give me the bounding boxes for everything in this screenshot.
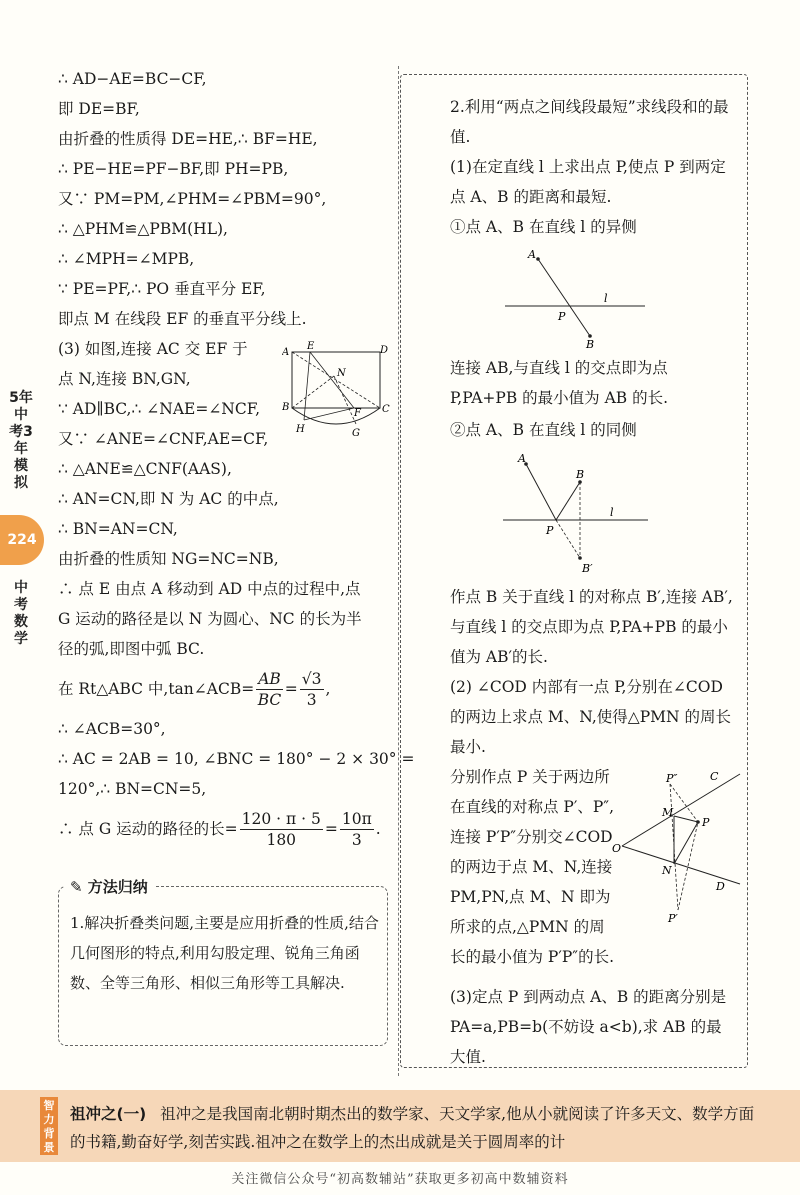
solution-line: 由折叠的性质得 DE=HE,∴ BF=HE,	[58, 130, 318, 148]
fig-label: B	[282, 402, 290, 413]
fold-figure	[282, 340, 392, 440]
solution-line: 径的弧,即图中弧 BC.	[58, 640, 205, 658]
angle-figure	[612, 764, 744, 924]
tan-formula: 在 Rt△ABC 中,tan∠ACB= $\frac{AB}{BC}$ = $\frac{√3}{3}$ ,	[58, 669, 331, 709]
footer-title: 祖冲之(一)	[70, 1105, 147, 1123]
fig-label: P	[546, 524, 554, 537]
solution-line: ∴ 点 E 由点 A 移动到 AD 中点的过程中,点	[58, 580, 361, 598]
fig-label: D	[716, 880, 725, 893]
part3-text: (3)定点 P 到两动点 A、B 的距离分别是 PA=a,PB=b(不妨设 a<b),求 AB 的最大值.	[450, 988, 727, 1066]
case2-text: 作点 B 关于直线 l 的对称点 B′,连接 AB′,与直线 l 的交点即为点 P,PA+PB 的最小值为 AB′的长.	[450, 588, 733, 666]
fig-label: P′	[668, 912, 678, 924]
fig-label: O	[612, 842, 622, 855]
solution-line: ∴ △PHM≌△PBM(HL),	[58, 220, 228, 238]
fig-label: F	[354, 408, 361, 419]
part1-text: (1)在定直线 l 上求出点 P,使点 P 到两定点 A、B 的距离和最短.	[450, 158, 726, 206]
solution-line: 又∵ ∠ANE=∠CNF,AE=CF,	[58, 430, 269, 448]
solution-column	[58, 64, 415, 854]
fig-label: l	[610, 506, 614, 519]
page-number: 224	[0, 515, 44, 565]
fig-label: A	[518, 452, 526, 465]
solution-line: 120°,∴ BN=CN=5,	[58, 780, 207, 798]
footer-text: 祖冲之(一) 祖冲之是我国南北朝时期杰出的数学家、天文学家,他从小就阅读了许多天文、数学方面的书籍,勤奋好学,刻苦实践.祖冲之在数学上的杰出成就是关于圆周率的计	[70, 1105, 755, 1151]
fig-label: P	[558, 310, 566, 323]
method-summary-body: 1.解决折叠类问题,主要是应用折叠的性质,结合几何图形的特点,利用勾股定理、锐角三角函数、全等三角形、相似三角形等工具解决.	[70, 914, 379, 992]
solution-line: ∴ AD−AE=BC−CF,	[58, 70, 207, 88]
solution-line: (3) 如图,连接 AC 交 EF 于	[58, 340, 248, 358]
case1-text: 连接 AB,与直线 l 的交点即为点 P,PA+PB 的最小值为 AB 的长.	[450, 359, 669, 407]
fig-label: N	[337, 368, 346, 379]
fig-label: l	[604, 292, 608, 305]
fig-label: D	[380, 345, 389, 356]
opposite-side-figure	[500, 244, 650, 349]
fig-label: E	[307, 341, 315, 352]
solution-line: ∴ PE−HE=PF−BF,即 PH=PB,	[58, 160, 289, 178]
method-summary-title: ✎ 方法归纳	[64, 876, 154, 897]
part2-explanation: 分别作点 P 关于两边所在直线的对称点 P′、P″,连接 P′P″分别交∠COD 的两边于点 M、N,连接 PM,PN,点 M、N 即为所求的点,△PMN 的周长的最小值为 P′P″的长.	[450, 768, 615, 966]
fig-label: B	[586, 338, 595, 349]
fig-label: B′	[582, 562, 593, 575]
right-heading: 2.利用“两点之间线段最短”求线段和的最值.	[450, 98, 729, 146]
solution-line: ∴ AN=CN,即 N 为 AC 的中点,	[58, 490, 279, 508]
fig-label: M	[662, 806, 674, 819]
footer-tag: 智力背景	[40, 1097, 58, 1155]
fig-label: P″	[666, 772, 678, 785]
part2-text: (2) ∠COD 内部有一点 P,分别在∠COD 的两边上求点 M、N,使得△PMN 的周长最小.	[450, 678, 732, 756]
column-divider	[398, 66, 399, 1076]
fig-label: C	[382, 404, 390, 415]
solution-line: 点 N,连接 BN,GN,	[58, 370, 191, 388]
book-title: 5年中考3年模拟	[9, 390, 33, 491]
solution-line: ∴ △ANE≌△CNF(AAS),	[58, 460, 232, 478]
pencil-icon: ✎	[70, 878, 88, 896]
solution-line: 即点 M 在线段 EF 的垂直平分线上.	[58, 310, 307, 328]
fig-label: G	[352, 428, 360, 439]
solution-line: 又∵ PM=PM,∠PHM=∠PBM=90°,	[58, 190, 327, 208]
fig-label: H	[296, 424, 305, 435]
case1-title: ①点 A、B 在直线 l 的异侧	[450, 218, 637, 236]
subject-label: 中考数学	[14, 580, 28, 647]
solution-line: ∵ AD∥BC,∴ ∠NAE=∠NCF,	[58, 400, 260, 418]
solution-line: 由折叠的性质知 NG=NC=NB,	[58, 550, 279, 568]
same-side-figure	[498, 448, 658, 578]
fig-label: N	[662, 864, 672, 877]
fig-label: C	[710, 770, 719, 783]
solution-line: ∴ AC = 2AB = 10, ∠BNC = 180° − 2 × 30° =	[58, 750, 415, 768]
solution-line: ∴ ∠MPH=∠MPB,	[58, 250, 195, 268]
solution-line: ∴ BN=AN=CN,	[58, 520, 178, 538]
watermark: 关注微信公众号“初高数辅站”获取更多初高中数辅资料	[231, 1172, 569, 1187]
fig-label: A	[282, 347, 290, 358]
fig-label: B	[576, 468, 585, 481]
solution-line: 即 DE=BF,	[58, 100, 140, 118]
fig-label: A	[528, 248, 536, 261]
fig-label: P	[702, 816, 710, 829]
solution-line: G 运动的路径是以 N 为圆心、NC 的长为半	[58, 610, 362, 628]
path-length-formula: ∴ 点 G 运动的路径的长= $\frac{120 \cdot \pi \cdot 5}{180}$ = $\frac{10\pi}{3}$ .	[58, 809, 381, 849]
case2-title: ②点 A、B 在直线 l 的同侧	[450, 421, 637, 439]
solution-line: ∵ PE=PF,∴ PO 垂直平分 EF,	[58, 280, 266, 298]
solution-line: ∴ ∠ACB=30°,	[58, 720, 166, 738]
